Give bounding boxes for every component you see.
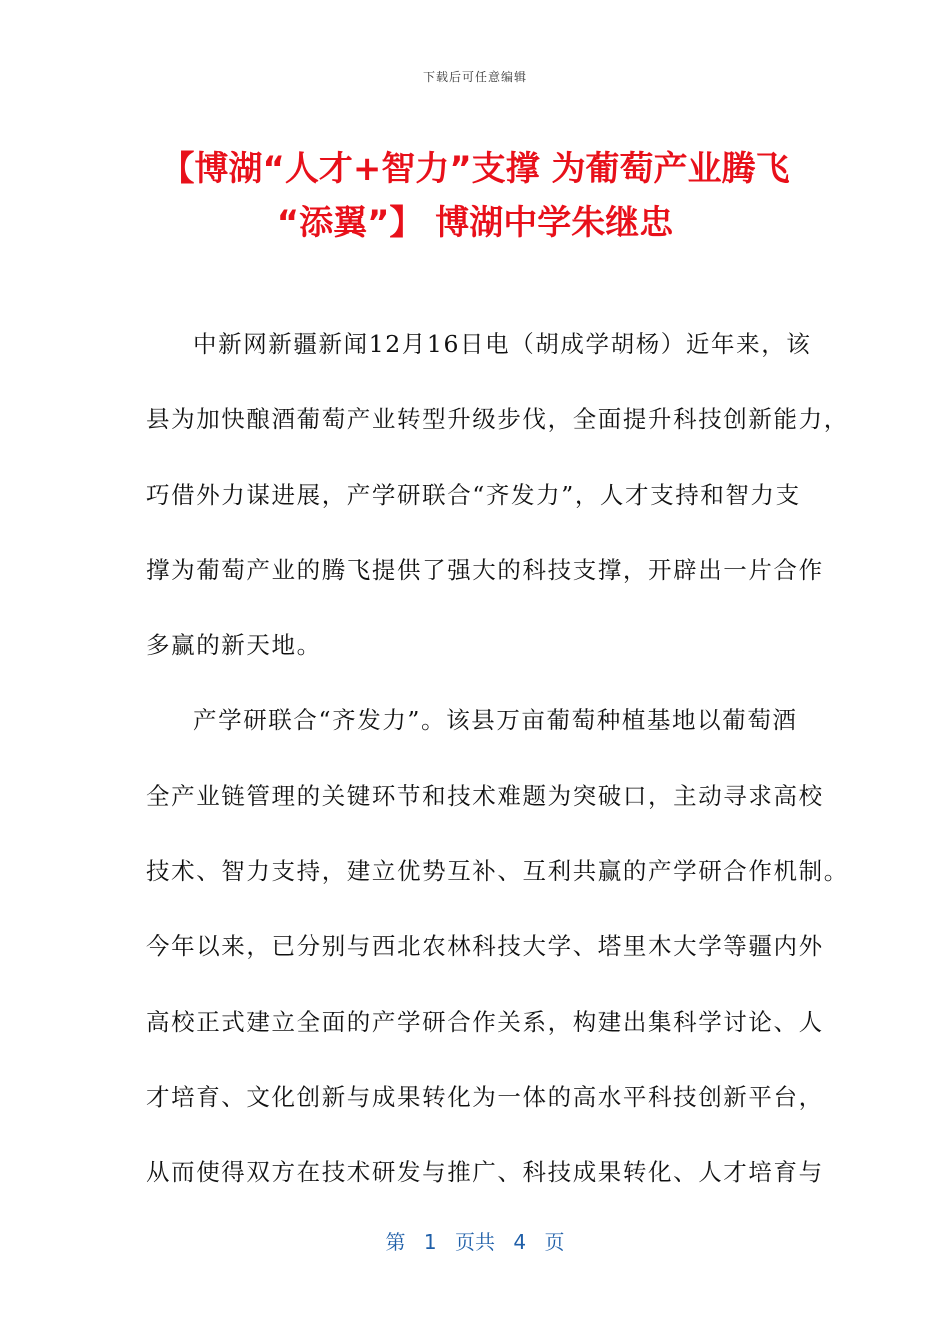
paragraph-line: 从而使得双方在技术研发与推广、科技成果转化、人才培育与 [146,1158,824,1187]
paragraph-line: 多赢的新天地。 [146,631,322,660]
footer-prefix: 第 [385,1230,406,1254]
paragraph-line: 高校正式建立全面的产学研合作关系，构建出集科学讨论、人 [146,1007,824,1036]
footer-page-number: 1 [423,1230,437,1254]
footer-middle: 页共 [455,1230,495,1254]
footer-total-pages: 4 [513,1230,527,1254]
header-note: 下载后可任意编辑 [422,70,527,84]
document-title [100,142,850,250]
paragraph-line: 才培育、文化创新与成果转化为一体的高水平科技创新平台， [146,1082,824,1111]
title-line-2: “添翼”】 博湖中学朱继忠 [276,203,674,243]
paragraph-line: 技术、智力支持，建立优势互补、互利共赢的产学研合作机制。 [146,857,849,886]
paragraph-line: 巧借外力谋进展，产学研联合“齐发力”，人才支持和智力支 [146,480,801,509]
paragraph-line: 撑为葡萄产业的腾飞提供了强大的科技支撑，开辟出一片合作 [146,555,824,584]
paragraph-line: 产学研联合“齐发力”。该县万亩葡萄种植基地以葡萄酒 [193,706,798,735]
paragraph-line: 今年以来，已分别与西北农林科技大学、塔里木大学等疆内外 [146,932,824,961]
page-footer [0,1226,950,1255]
paragraph-line: 县为加快酿酒葡萄产业转型升级步伐，全面提升科技创新能力， [146,405,849,434]
paragraph-line: 中新网新疆新闻12月16日电（胡成学胡杨）近年来，该 [193,330,812,358]
document-body [146,318,849,1222]
footer-suffix: 页 [544,1230,565,1254]
paragraph-line: 全产业链管理的关键环节和技术难题为突破口，主动寻求高校 [146,781,824,810]
title-line-1: 【博湖“人才+智力”支撑 为葡萄产业腾飞 [160,149,790,189]
